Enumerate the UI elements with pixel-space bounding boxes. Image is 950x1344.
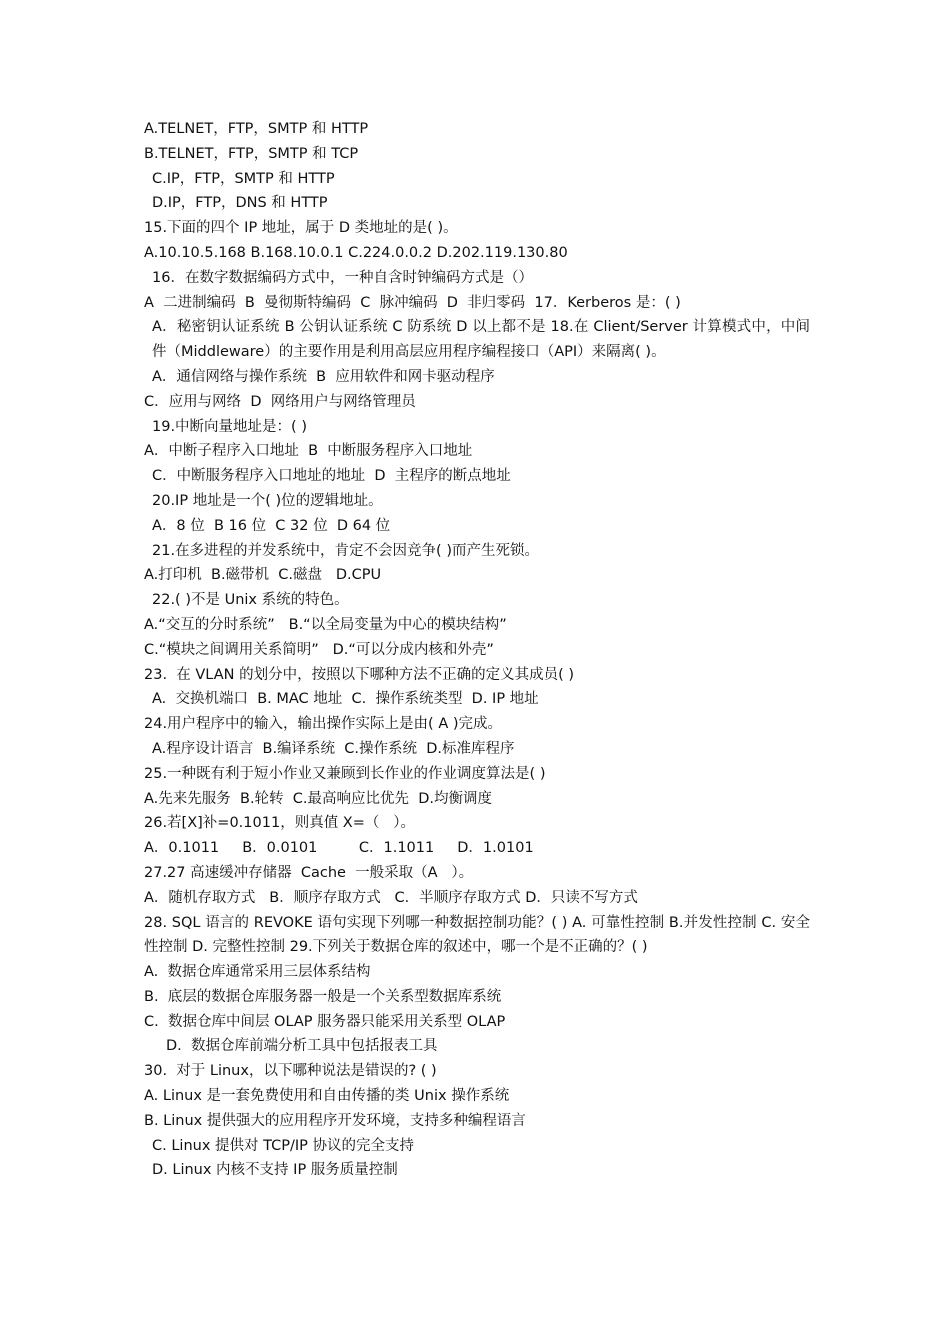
text-line: D. Linux 内核不支持 IP 服务质量控制 [152,1162,398,1179]
text-line: A．0.1011 B．0.0101 C．1.1011 D．1.0101 [144,840,534,857]
text-line: A.“交互的分时系统” B.“以全局变量为中心的模块结构” [144,616,507,633]
text-line: D.IP，FTP，DNS 和 HTTP [152,195,328,212]
text-line: A.先来先服务 B.轮转 C.最高响应比优先 D.均衡调度 [144,790,492,807]
document-page [144,117,810,1183]
text-line: A．中断子程序入口地址 B 中断服务程序入口地址 [144,443,473,460]
text-line: A．8 位 B 16 位 C 32 位 D 64 位 [152,517,391,534]
text-line: 24.用户程序中的输入，输出操作实际上是由( A )完成。 [144,716,503,733]
text-line: A.打印机 B.磁带机 C.磁盘 D.CPU [144,567,382,584]
text-line: A. Linux 是一套免费使用和自由传播的类 Unix 操作系统 [144,1088,510,1105]
text-line: D. 数据仓库前端分析工具中包括报表工具 [166,1038,438,1055]
text-line: B. 底层的数据仓库服务器一般是一个关系型数据库系统 [144,988,502,1005]
text-line: C．应用与网络 D 网络用户与网络管理员 [144,393,416,410]
text-line: 19.中断向量地址是：( ) [152,418,307,435]
text-line: 25.一种既有利于短小作业又兼顾到长作业的作业调度算法是( ) [144,765,546,782]
text-line: A．随机存取方式 B．顺序存取方式 C．半顺序存取方式 D．只读不写方式 [144,889,638,906]
text-line: 15.下面的四个 IP 地址，属于 D 类地址的是( )。 [144,220,458,237]
text-line: 20.IP 地址是一个( )位的逻辑地址。 [152,492,383,509]
text-line: A.10.10.5.168 B.168.10.0.1 C.224.0.0.2 D.202.119.130.80 [144,244,568,261]
text-line: 16．在数字数据编码方式中，一种自含时钟编码方式是（） [152,269,533,286]
text-line: 28. SQL 语言的 REVOKE 语句实现下列哪一种数据控制功能？( ) A. 可靠性控制 B.并发性控制 C. 安全性控制 D. 完整性控制 29.下列关于数据仓库的叙述中，哪一个是不正确的？( ) [144,914,810,956]
text-line: C. Linux 提供对 TCP/IP 协议的完全支持 [152,1137,415,1154]
text-line: 21.在多进程的并发系统中，肯定不会因竞争( )而产生死锁。 [152,542,539,559]
text-line: 22.( )不是 Unix 系统的特色。 [152,592,349,609]
text-line: 26.若[X]补=0.1011，则真值 X=（ ）。 [144,815,415,832]
text-line: C. 数据仓库中间层 OLAP 服务器只能采用关系型 OLAP [144,1013,506,1030]
text-line: C．中断服务程序入口地址的地址 D 主程序的断点地址 [152,468,511,485]
text-line: 23. 在 VLAN 的划分中，按照以下哪种方法不正确的定义其成员( ) [144,666,575,683]
text-line: A.程序设计语言 B.编译系统 C.操作系统 D.标准库程序 [152,740,515,757]
text-line: A. 数据仓库通常采用三层体系结构 [144,964,371,981]
text-line: B. Linux 提供强大的应用程序开发环境，支持多种编程语言 [144,1112,526,1129]
text-line: A．通信网络与操作系统 B 应用软件和网卡驱动程序 [152,368,495,385]
text-line: A．秘密钥认证系统 B 公钥认证系统 C 防系统 D 以上都不是 18.在 Client/Server 计算模式中，中间件（Middleware）的主要作用是利用高层应用程序编程接口（API）来隔离( )。 [152,319,810,361]
text-line: B.TELNET，FTP，SMTP 和 TCP [144,145,359,162]
text-line: A. 交换机端口 B. MAC 地址 C. 操作系统类型 D. IP 地址 [152,691,539,708]
text-line: C.IP，FTP，SMTP 和 HTTP [152,170,335,187]
text-line: 30. 对于 Linux，以下哪种说法是错误的? ( ) [144,1063,437,1080]
text-line: C.“模块之间调用关系简明” D.“可以分成内核和外壳” [144,641,494,658]
text-line: 27.27 高速缓冲存储器 Cache 一般采取（A ）。 [144,864,474,881]
text-line: A.TELNET，FTP，SMTP 和 HTTP [144,121,369,137]
text-line: A 二进制编码 B 曼彻斯特编码 C 脉冲编码 D 非归零码 17．Kerberos 是：( ) [144,294,681,311]
